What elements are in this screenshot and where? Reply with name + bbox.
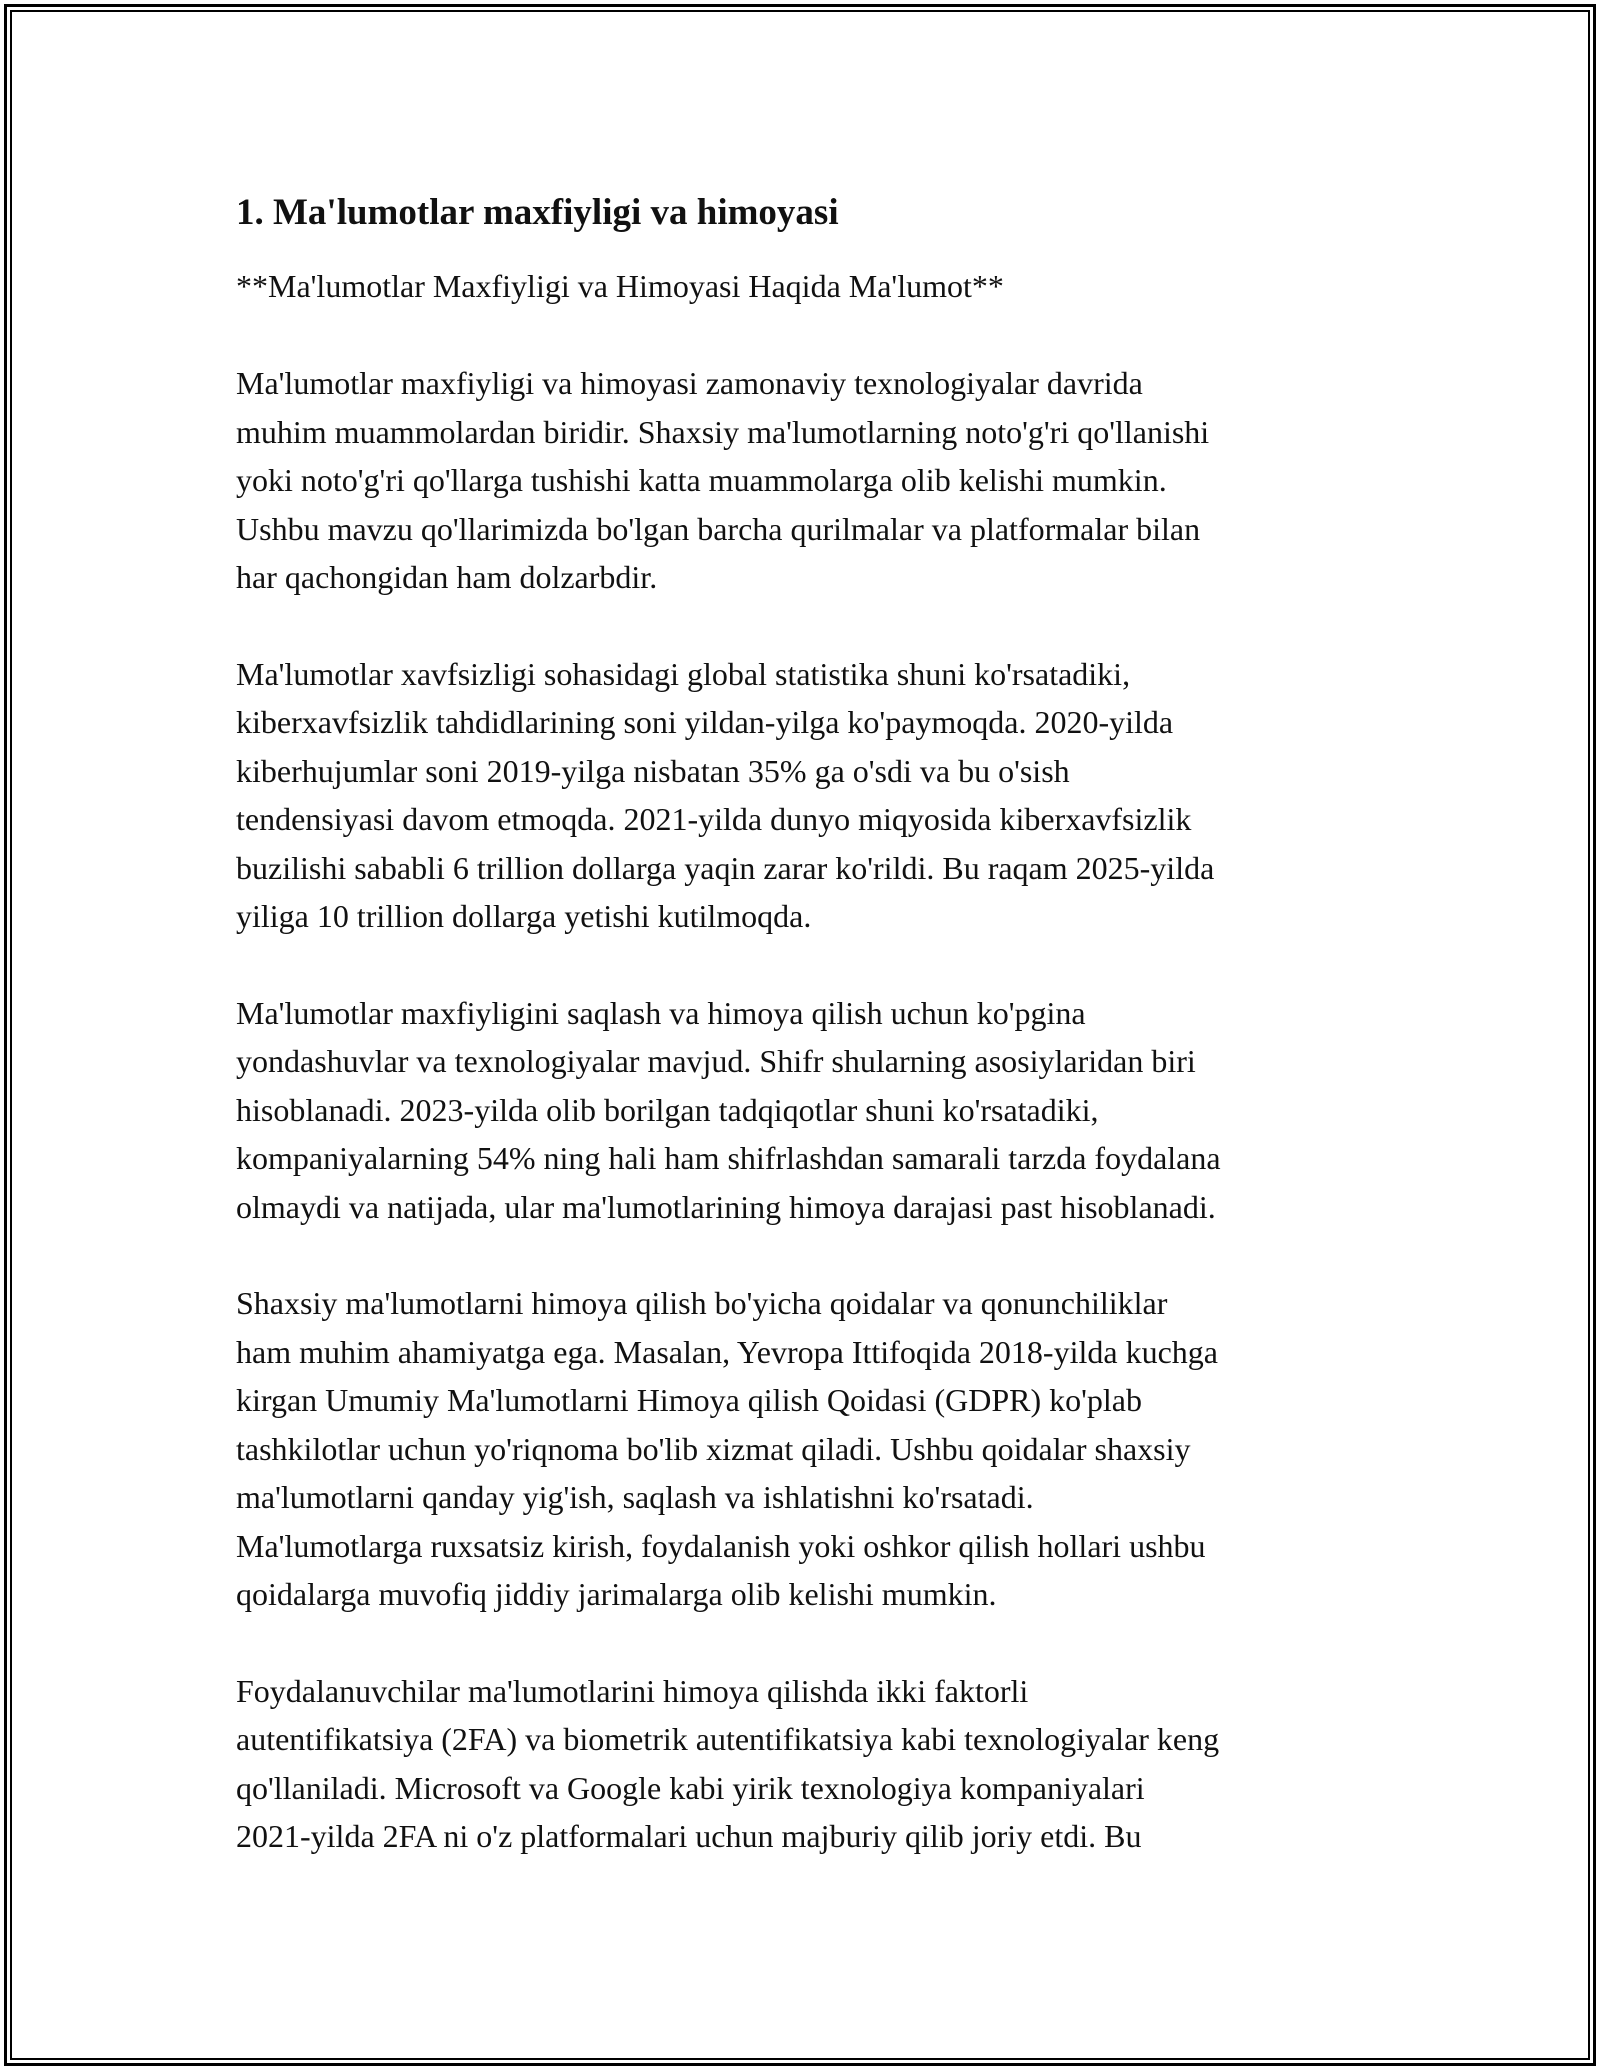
paragraph-line: Ma'lumotlar maxfiyligini saqlash va himoya qilish uchun ko'pgina: [236, 994, 1086, 1031]
section-subheading: **Ma'lumotlar Maxfiyligi va Himoyasi Haqida Ma'lumot**: [236, 268, 1004, 304]
paragraph-line: kompaniyalarning 54% ning hali ham shifrlashdan samarali tarzda foydalana: [236, 1140, 1221, 1176]
paragraph-line: qoidalarga muvofiq jiddiy jarimalarga olib kelishi mumkin.: [236, 1576, 997, 1612]
paragraph-2: [236, 650, 1386, 941]
paragraph-line: autentifikatsiya (2FA) va biometrik autentifikatsiya kabi texnologiyalar keng: [236, 1721, 1220, 1757]
paragraph-line: Ma'lumotlarga ruxsatsiz kirish, foydalanish yoki oshkor qilish hollari ushbu: [236, 1527, 1206, 1564]
paragraph-1: [236, 359, 1386, 602]
paragraph-line: ham muhim ahamiyatga ega. Masalan, Yevropa Ittifoqida 2018-yilda kuchga: [236, 1333, 1218, 1370]
paragraph-line: Ushbu mavzu qo'llarimizda bo'lgan barcha qurilmalar va platformalar bilan: [236, 510, 1201, 547]
paragraph-line: kiberxavfsizlik tahdidlarining soni yildan-yilga ko'paymoqda. 2020-yilda: [236, 704, 1174, 740]
paragraph-3: [236, 989, 1386, 1232]
paragraph-line: yoki noto'g'ri qo'llarga tushishi katta muammolarga olib kelishi mumkin.: [236, 462, 1167, 498]
paragraph-4: [236, 1279, 1386, 1619]
paragraph-line: kirgan Umumiy Ma'lumotlarni Himoya qilish Qoidasi (GDPR) ko'plab: [236, 1382, 1142, 1418]
document-body: [236, 188, 1386, 1861]
paragraph-line: muhim muammolardan biridir. Shaxsiy ma'lumotlarning noto'g'ri qo'llanishi: [236, 413, 1210, 450]
section-heading: 1. Ma'lumotlar maxfiyligi va himoyasi: [236, 192, 839, 233]
paragraph-line: kiberhujumlar soni 2019-yilga nisbatan 35% ga o'sdi va bu o'sish: [236, 752, 1070, 789]
paragraph-line: tendensiyasi davom etmoqda. 2021-yilda dunyo miqyosida kiberxavfsizlik: [236, 801, 1192, 837]
paragraph-5: [236, 1667, 1386, 1861]
paragraph-line: yiliga 10 trillion dollarga yetishi kutilmoqda.: [236, 898, 812, 934]
paragraph-line: olmaydi va natijada, ular ma'lumotlarining himoya darajasi past hisoblanadi.: [236, 1188, 1216, 1225]
paragraph-line: hisoblanadi. 2023-yilda olib borilgan tadqiqotlar shuni ko'rsatadiki,: [236, 1091, 1099, 1128]
paragraph-line: Foydalanuvchilar ma'lumotlarini himoya qilishda ikki faktorli: [236, 1672, 1029, 1709]
paragraph-line: har qachongidan ham dolzarbdir.: [236, 559, 658, 595]
paragraph-line: buzilishi sababli 6 trillion dollarga yaqin zarar ko'rildi. Bu raqam 2025-yilda: [236, 849, 1215, 886]
paragraph-line: Ma'lumotlar xavfsizligi sohasidagi global statistika shuni ko'rsatadiki,: [236, 655, 1131, 692]
paragraph-line: ma'lumotlarni qanday yig'ish, saqlash va ishlatishni ko'rsatadi.: [236, 1479, 1034, 1515]
paragraph-line: Shaxsiy ma'lumotlarni himoya qilish bo'yicha qoidalar va qonunchiliklar: [236, 1285, 1168, 1321]
paragraph-line: yondashuvlar va texnologiyalar mavjud. Shifr shularning asosiylaridan biri: [236, 1043, 1196, 1079]
paragraph-line: Ma'lumotlar maxfiyligi va himoyasi zamonaviy texnologiyalar davrida: [236, 365, 1143, 401]
paragraph-line: qo'llaniladi. Microsoft va Google kabi yirik texnologiya kompaniyalari: [236, 1769, 1145, 1806]
paragraph-line: 2021-yilda 2FA ni o'z platformalari uchun majburiy qilib joriy etdi. Bu: [236, 1818, 1142, 1854]
paragraph-line: tashkilotlar uchun yo'riqnoma bo'lib xizmat qiladi. Ushbu qoidalar shaxsiy: [236, 1430, 1191, 1467]
